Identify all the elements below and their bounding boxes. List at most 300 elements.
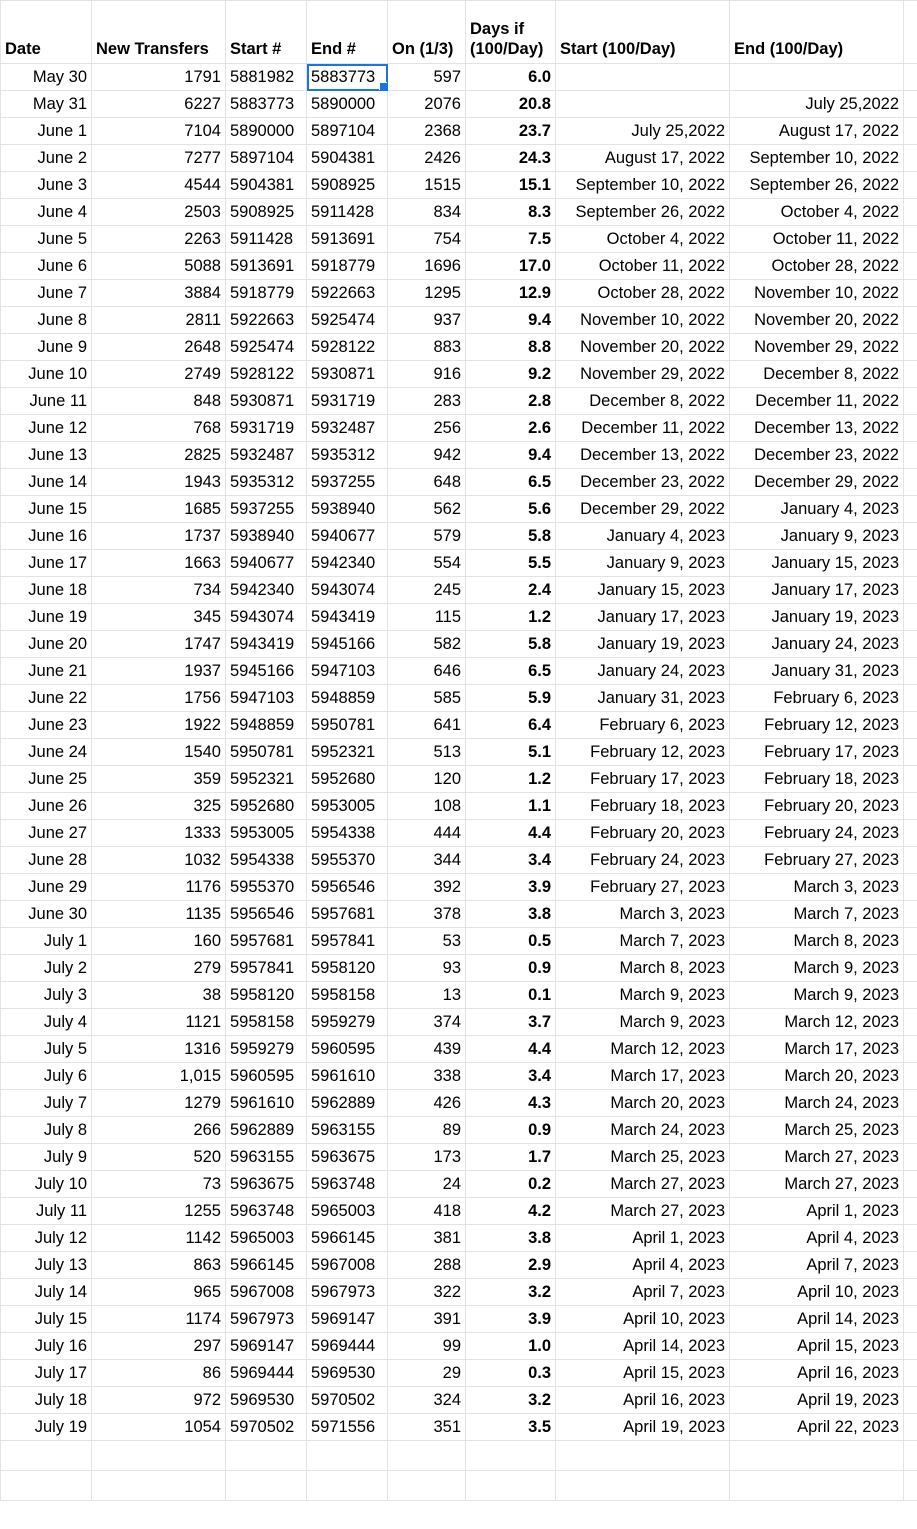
cell-date[interactable]: June 5 bbox=[1, 226, 92, 253]
header-start-100-day[interactable]: Start (100/Day) bbox=[556, 1, 730, 64]
cell-end-number[interactable]: 5962889 bbox=[307, 1090, 388, 1117]
cell-on-third[interactable]: 53 bbox=[388, 928, 466, 955]
cell-start-date[interactable]: March 27, 2023 bbox=[556, 1171, 730, 1198]
cell-date[interactable]: June 22 bbox=[1, 685, 92, 712]
cell-start-number[interactable]: 5970502 bbox=[226, 1414, 307, 1441]
cell-end-number[interactable]: 5957681 bbox=[307, 901, 388, 928]
cell-days[interactable]: 1.1 bbox=[466, 793, 556, 820]
cell-end-number[interactable]: 5958158 bbox=[307, 982, 388, 1009]
cell-empty[interactable] bbox=[904, 1333, 917, 1360]
cell-days[interactable]: 2.9 bbox=[466, 1252, 556, 1279]
cell-new-transfers[interactable]: 6227 bbox=[92, 91, 226, 118]
cell-start-date[interactable]: July 25,2022 bbox=[556, 118, 730, 145]
cell-empty[interactable] bbox=[556, 1471, 730, 1501]
cell-start-date[interactable]: February 27, 2023 bbox=[556, 874, 730, 901]
cell-start-number[interactable]: 5881982 bbox=[226, 64, 307, 91]
cell-on-third[interactable]: 646 bbox=[388, 658, 466, 685]
cell-start-date[interactable]: September 10, 2022 bbox=[556, 172, 730, 199]
cell-date[interactable]: June 3 bbox=[1, 172, 92, 199]
cell-start-number[interactable]: 5940677 bbox=[226, 550, 307, 577]
cell-days[interactable]: 9.4 bbox=[466, 442, 556, 469]
cell-end-date[interactable]: March 9, 2023 bbox=[730, 955, 904, 982]
cell-end-date[interactable]: March 17, 2023 bbox=[730, 1036, 904, 1063]
cell-end-date[interactable]: April 4, 2023 bbox=[730, 1225, 904, 1252]
cell-empty[interactable] bbox=[904, 955, 917, 982]
cell-new-transfers[interactable]: 734 bbox=[92, 577, 226, 604]
cell-days[interactable]: 1.2 bbox=[466, 604, 556, 631]
cell-new-transfers[interactable]: 863 bbox=[92, 1252, 226, 1279]
cell-end-date[interactable]: January 24, 2023 bbox=[730, 631, 904, 658]
cell-date[interactable]: June 24 bbox=[1, 739, 92, 766]
cell-new-transfers[interactable]: 279 bbox=[92, 955, 226, 982]
cell-days[interactable]: 6.4 bbox=[466, 712, 556, 739]
cell-empty[interactable] bbox=[904, 631, 917, 658]
cell-empty[interactable] bbox=[556, 1441, 730, 1471]
cell-end-date[interactable]: March 9, 2023 bbox=[730, 982, 904, 1009]
cell-on-third[interactable]: 582 bbox=[388, 631, 466, 658]
cell-date[interactable]: June 13 bbox=[1, 442, 92, 469]
cell-empty[interactable] bbox=[904, 874, 917, 901]
cell-new-transfers[interactable]: 345 bbox=[92, 604, 226, 631]
cell-days[interactable]: 4.3 bbox=[466, 1090, 556, 1117]
cell-start-date[interactable] bbox=[556, 91, 730, 118]
cell-new-transfers[interactable]: 7277 bbox=[92, 145, 226, 172]
cell-end-number[interactable]: 5963748 bbox=[307, 1171, 388, 1198]
cell-days[interactable]: 5.8 bbox=[466, 523, 556, 550]
cell-end-number[interactable]: 5950781 bbox=[307, 712, 388, 739]
cell-end-number[interactable]: 5969147 bbox=[307, 1306, 388, 1333]
cell-empty[interactable] bbox=[904, 901, 917, 928]
cell-start-number[interactable]: 5890000 bbox=[226, 118, 307, 145]
cell-end-number[interactable]: 5922663 bbox=[307, 280, 388, 307]
cell-end-number[interactable]: 5956546 bbox=[307, 874, 388, 901]
cell-start-date[interactable]: October 11, 2022 bbox=[556, 253, 730, 280]
cell-on-third[interactable]: 883 bbox=[388, 334, 466, 361]
cell-new-transfers[interactable]: 5088 bbox=[92, 253, 226, 280]
cell-on-third[interactable]: 942 bbox=[388, 442, 466, 469]
cell-on-third[interactable]: 585 bbox=[388, 685, 466, 712]
cell-days[interactable]: 5.5 bbox=[466, 550, 556, 577]
cell-date[interactable]: June 4 bbox=[1, 199, 92, 226]
cell-start-number[interactable]: 5958120 bbox=[226, 982, 307, 1009]
cell-empty[interactable] bbox=[904, 982, 917, 1009]
cell-days[interactable]: 3.9 bbox=[466, 874, 556, 901]
cell-end-date[interactable]: January 9, 2023 bbox=[730, 523, 904, 550]
cell-start-date[interactable]: February 12, 2023 bbox=[556, 739, 730, 766]
cell-date[interactable]: June 8 bbox=[1, 307, 92, 334]
cell-empty[interactable] bbox=[904, 280, 917, 307]
cell-empty[interactable] bbox=[730, 1471, 904, 1501]
cell-date[interactable]: June 9 bbox=[1, 334, 92, 361]
cell-end-date[interactable]: February 24, 2023 bbox=[730, 820, 904, 847]
cell-new-transfers[interactable]: 965 bbox=[92, 1279, 226, 1306]
cell-days[interactable]: 3.2 bbox=[466, 1387, 556, 1414]
cell-on-third[interactable]: 1295 bbox=[388, 280, 466, 307]
cell-days[interactable]: 6.0 bbox=[466, 64, 556, 91]
cell-empty[interactable] bbox=[904, 793, 917, 820]
cell-start-number[interactable]: 5962889 bbox=[226, 1117, 307, 1144]
cell-days[interactable]: 4.2 bbox=[466, 1198, 556, 1225]
cell-new-transfers[interactable]: 1737 bbox=[92, 523, 226, 550]
cell-start-date[interactable]: January 24, 2023 bbox=[556, 658, 730, 685]
cell-end-number[interactable]: 5963155 bbox=[307, 1117, 388, 1144]
cell-on-third[interactable]: 324 bbox=[388, 1387, 466, 1414]
header-start-number[interactable]: Start # bbox=[226, 1, 307, 64]
cell-end-number[interactable]: 5952680 bbox=[307, 766, 388, 793]
cell-end-number[interactable]: 5967973 bbox=[307, 1279, 388, 1306]
cell-end-date[interactable]: April 7, 2023 bbox=[730, 1252, 904, 1279]
cell-end-date[interactable]: December 13, 2022 bbox=[730, 415, 904, 442]
cell-end-number[interactable]: 5947103 bbox=[307, 658, 388, 685]
cell-empty[interactable] bbox=[904, 1306, 917, 1333]
cell-empty[interactable] bbox=[904, 118, 917, 145]
cell-days[interactable]: 17.0 bbox=[466, 253, 556, 280]
cell-date[interactable]: June 7 bbox=[1, 280, 92, 307]
cell-end-date[interactable]: February 17, 2023 bbox=[730, 739, 904, 766]
cell-new-transfers[interactable]: 1176 bbox=[92, 874, 226, 901]
cell-start-date[interactable]: April 1, 2023 bbox=[556, 1225, 730, 1252]
cell-start-number[interactable]: 5932487 bbox=[226, 442, 307, 469]
cell-date[interactable]: July 2 bbox=[1, 955, 92, 982]
cell-on-third[interactable]: 89 bbox=[388, 1117, 466, 1144]
cell-new-transfers[interactable]: 1943 bbox=[92, 469, 226, 496]
cell-on-third[interactable]: 256 bbox=[388, 415, 466, 442]
cell-on-third[interactable]: 338 bbox=[388, 1063, 466, 1090]
cell-start-date[interactable]: March 20, 2023 bbox=[556, 1090, 730, 1117]
cell-end-number[interactable]: 5938940 bbox=[307, 496, 388, 523]
cell-start-date[interactable]: April 4, 2023 bbox=[556, 1252, 730, 1279]
cell-empty[interactable] bbox=[904, 1414, 917, 1441]
cell-empty[interactable] bbox=[904, 1144, 917, 1171]
cell-new-transfers[interactable]: 2503 bbox=[92, 199, 226, 226]
cell-on-third[interactable]: 108 bbox=[388, 793, 466, 820]
cell-new-transfers[interactable]: 1791 bbox=[92, 64, 226, 91]
cell-on-third[interactable]: 579 bbox=[388, 523, 466, 550]
cell-empty[interactable] bbox=[904, 577, 917, 604]
cell-date[interactable]: June 26 bbox=[1, 793, 92, 820]
cell-end-number[interactable]: 5937255 bbox=[307, 469, 388, 496]
cell-days[interactable]: 0.1 bbox=[466, 982, 556, 1009]
cell-days[interactable]: 7.5 bbox=[466, 226, 556, 253]
cell-new-transfers[interactable]: 1316 bbox=[92, 1036, 226, 1063]
cell-start-number[interactable]: 5883773 bbox=[226, 91, 307, 118]
cell-date[interactable]: July 12 bbox=[1, 1225, 92, 1252]
cell-date[interactable]: June 11 bbox=[1, 388, 92, 415]
cell-on-third[interactable]: 322 bbox=[388, 1279, 466, 1306]
cell-new-transfers[interactable]: 1142 bbox=[92, 1225, 226, 1252]
cell-empty[interactable] bbox=[226, 1441, 307, 1471]
cell-on-third[interactable]: 2368 bbox=[388, 118, 466, 145]
cell-date[interactable]: June 19 bbox=[1, 604, 92, 631]
cell-start-number[interactable]: 5957841 bbox=[226, 955, 307, 982]
cell-end-number[interactable]: 5971556 bbox=[307, 1414, 388, 1441]
cell-empty[interactable] bbox=[388, 1441, 466, 1471]
cell-start-number[interactable]: 5963675 bbox=[226, 1171, 307, 1198]
cell-start-date[interactable]: January 4, 2023 bbox=[556, 523, 730, 550]
cell-on-third[interactable]: 562 bbox=[388, 496, 466, 523]
cell-on-third[interactable]: 374 bbox=[388, 1009, 466, 1036]
header-end-number[interactable]: End # bbox=[307, 1, 388, 64]
cell-date[interactable]: July 3 bbox=[1, 982, 92, 1009]
cell-new-transfers[interactable]: 972 bbox=[92, 1387, 226, 1414]
cell-start-number[interactable]: 5969444 bbox=[226, 1360, 307, 1387]
cell-end-date[interactable] bbox=[730, 64, 904, 91]
cell-end-number[interactable]: 5942340 bbox=[307, 550, 388, 577]
cell-start-date[interactable]: March 9, 2023 bbox=[556, 982, 730, 1009]
cell-new-transfers[interactable]: 4544 bbox=[92, 172, 226, 199]
cell-date[interactable]: July 13 bbox=[1, 1252, 92, 1279]
cell-days[interactable]: 5.1 bbox=[466, 739, 556, 766]
cell-new-transfers[interactable]: 1540 bbox=[92, 739, 226, 766]
cell-start-date[interactable]: March 9, 2023 bbox=[556, 1009, 730, 1036]
cell-days[interactable]: 9.2 bbox=[466, 361, 556, 388]
cell-empty[interactable] bbox=[904, 658, 917, 685]
cell-empty[interactable] bbox=[904, 64, 917, 91]
cell-new-transfers[interactable]: 768 bbox=[92, 415, 226, 442]
cell-date[interactable]: June 27 bbox=[1, 820, 92, 847]
cell-days[interactable]: 6.5 bbox=[466, 658, 556, 685]
cell-new-transfers[interactable]: 1333 bbox=[92, 820, 226, 847]
cell-end-number[interactable]: 5943419 bbox=[307, 604, 388, 631]
cell-new-transfers[interactable]: 2825 bbox=[92, 442, 226, 469]
cell-empty[interactable] bbox=[904, 1117, 917, 1144]
cell-days[interactable]: 0.9 bbox=[466, 1117, 556, 1144]
cell-new-transfers[interactable]: 2749 bbox=[92, 361, 226, 388]
cell-days[interactable]: 8.8 bbox=[466, 334, 556, 361]
cell-end-number[interactable]: 5890000 bbox=[307, 91, 388, 118]
cell-empty[interactable] bbox=[904, 604, 917, 631]
cell-date[interactable]: June 30 bbox=[1, 901, 92, 928]
cell-end-number[interactable]: 5970502 bbox=[307, 1387, 388, 1414]
cell-end-number[interactable]: 5958120 bbox=[307, 955, 388, 982]
cell-end-date[interactable]: April 10, 2023 bbox=[730, 1279, 904, 1306]
cell-end-date[interactable]: March 12, 2023 bbox=[730, 1009, 904, 1036]
cell-end-date[interactable]: January 19, 2023 bbox=[730, 604, 904, 631]
cell-empty[interactable] bbox=[904, 847, 917, 874]
cell-new-transfers[interactable]: 1685 bbox=[92, 496, 226, 523]
cell-start-date[interactable]: February 17, 2023 bbox=[556, 766, 730, 793]
cell-start-number[interactable]: 5931719 bbox=[226, 415, 307, 442]
cell-empty[interactable] bbox=[904, 469, 917, 496]
cell-empty[interactable] bbox=[904, 766, 917, 793]
cell-date[interactable]: June 16 bbox=[1, 523, 92, 550]
cell-on-third[interactable]: 381 bbox=[388, 1225, 466, 1252]
cell-end-date[interactable]: February 6, 2023 bbox=[730, 685, 904, 712]
header-date[interactable]: Date bbox=[1, 1, 92, 64]
cell-end-number[interactable]: 5897104 bbox=[307, 118, 388, 145]
cell-days[interactable]: 3.5 bbox=[466, 1414, 556, 1441]
cell-start-date[interactable]: April 16, 2023 bbox=[556, 1387, 730, 1414]
cell-start-date[interactable]: February 18, 2023 bbox=[556, 793, 730, 820]
cell-start-number[interactable]: 5937255 bbox=[226, 496, 307, 523]
cell-new-transfers[interactable]: 1279 bbox=[92, 1090, 226, 1117]
cell-end-number[interactable]: 5940677 bbox=[307, 523, 388, 550]
cell-empty[interactable] bbox=[92, 1441, 226, 1471]
cell-date[interactable]: July 15 bbox=[1, 1306, 92, 1333]
cell-end-date[interactable]: November 29, 2022 bbox=[730, 334, 904, 361]
cell-start-date[interactable]: April 19, 2023 bbox=[556, 1414, 730, 1441]
cell-start-number[interactable]: 5943419 bbox=[226, 631, 307, 658]
cell-days[interactable]: 3.4 bbox=[466, 847, 556, 874]
cell-on-third[interactable]: 2426 bbox=[388, 145, 466, 172]
cell-end-date[interactable]: October 28, 2022 bbox=[730, 253, 904, 280]
cell-new-transfers[interactable]: 1255 bbox=[92, 1198, 226, 1225]
cell-end-date[interactable]: March 27, 2023 bbox=[730, 1144, 904, 1171]
cell-start-date[interactable]: March 3, 2023 bbox=[556, 901, 730, 928]
cell-new-transfers[interactable]: 1756 bbox=[92, 685, 226, 712]
cell-empty[interactable] bbox=[904, 199, 917, 226]
header-days-if[interactable] bbox=[466, 1, 556, 64]
cell-empty[interactable] bbox=[1, 1471, 92, 1501]
cell-on-third[interactable]: 1515 bbox=[388, 172, 466, 199]
cell-start-number[interactable]: 5966145 bbox=[226, 1252, 307, 1279]
cell-date[interactable]: July 10 bbox=[1, 1171, 92, 1198]
cell-end-number[interactable]: 5925474 bbox=[307, 307, 388, 334]
cell-end-date[interactable]: December 29, 2022 bbox=[730, 469, 904, 496]
cell-date[interactable]: June 29 bbox=[1, 874, 92, 901]
cell-empty[interactable] bbox=[904, 1252, 917, 1279]
cell-on-third[interactable]: 24 bbox=[388, 1171, 466, 1198]
cell-new-transfers[interactable]: 359 bbox=[92, 766, 226, 793]
cell-start-number[interactable]: 5967008 bbox=[226, 1279, 307, 1306]
cell-days[interactable]: 4.4 bbox=[466, 1036, 556, 1063]
cell-days[interactable]: 24.3 bbox=[466, 145, 556, 172]
cell-empty[interactable] bbox=[466, 1441, 556, 1471]
cell-date[interactable]: June 18 bbox=[1, 577, 92, 604]
cell-new-transfers[interactable]: 1747 bbox=[92, 631, 226, 658]
cell-start-date[interactable]: January 31, 2023 bbox=[556, 685, 730, 712]
cell-date[interactable]: June 23 bbox=[1, 712, 92, 739]
cell-start-number[interactable]: 5960595 bbox=[226, 1063, 307, 1090]
cell-empty[interactable] bbox=[904, 523, 917, 550]
cell-on-third[interactable]: 245 bbox=[388, 577, 466, 604]
cell-date[interactable]: July 16 bbox=[1, 1333, 92, 1360]
cell-date[interactable]: July 17 bbox=[1, 1360, 92, 1387]
cell-days[interactable]: 0.2 bbox=[466, 1171, 556, 1198]
cell-start-date[interactable]: December 23, 2022 bbox=[556, 469, 730, 496]
cell-start-number[interactable]: 5922663 bbox=[226, 307, 307, 334]
cell-start-number[interactable]: 5918779 bbox=[226, 280, 307, 307]
cell-days[interactable]: 20.8 bbox=[466, 91, 556, 118]
cell-empty[interactable] bbox=[904, 739, 917, 766]
cell-start-number[interactable]: 5961610 bbox=[226, 1090, 307, 1117]
cell-on-third[interactable]: 554 bbox=[388, 550, 466, 577]
cell-on-third[interactable]: 1696 bbox=[388, 253, 466, 280]
cell-new-transfers[interactable]: 2648 bbox=[92, 334, 226, 361]
cell-empty[interactable] bbox=[904, 415, 917, 442]
cell-on-third[interactable]: 288 bbox=[388, 1252, 466, 1279]
cell-empty[interactable] bbox=[1, 1441, 92, 1471]
cell-new-transfers[interactable]: 1937 bbox=[92, 658, 226, 685]
cell-date[interactable]: June 25 bbox=[1, 766, 92, 793]
cell-end-number[interactable]: 5945166 bbox=[307, 631, 388, 658]
cell-end-number[interactable]: 5957841 bbox=[307, 928, 388, 955]
cell-empty[interactable] bbox=[904, 1171, 917, 1198]
cell-on-third[interactable]: 120 bbox=[388, 766, 466, 793]
cell-end-date[interactable]: February 20, 2023 bbox=[730, 793, 904, 820]
cell-end-number[interactable]: 5966145 bbox=[307, 1225, 388, 1252]
cell-days[interactable]: 2.4 bbox=[466, 577, 556, 604]
cell-start-number[interactable]: 5958158 bbox=[226, 1009, 307, 1036]
cell-date[interactable]: June 2 bbox=[1, 145, 92, 172]
cell-end-number[interactable]: 5969530 bbox=[307, 1360, 388, 1387]
cell-empty[interactable] bbox=[466, 1471, 556, 1501]
cell-start-number[interactable]: 5954338 bbox=[226, 847, 307, 874]
cell-start-number[interactable]: 5943074 bbox=[226, 604, 307, 631]
cell-start-number[interactable]: 5952680 bbox=[226, 793, 307, 820]
cell-start-number[interactable]: 5913691 bbox=[226, 253, 307, 280]
cell-end-number[interactable]: 5955370 bbox=[307, 847, 388, 874]
cell-days[interactable]: 15.1 bbox=[466, 172, 556, 199]
cell-empty[interactable] bbox=[904, 253, 917, 280]
cell-empty[interactable] bbox=[226, 1471, 307, 1501]
cell-start-date[interactable] bbox=[556, 64, 730, 91]
cell-start-number[interactable]: 5959279 bbox=[226, 1036, 307, 1063]
cell-end-date[interactable]: April 19, 2023 bbox=[730, 1387, 904, 1414]
cell-end-number[interactable]: 5960595 bbox=[307, 1036, 388, 1063]
cell-start-date[interactable]: April 7, 2023 bbox=[556, 1279, 730, 1306]
cell-days[interactable]: 4.4 bbox=[466, 820, 556, 847]
cell-empty[interactable] bbox=[904, 442, 917, 469]
cell-start-date[interactable]: March 24, 2023 bbox=[556, 1117, 730, 1144]
selected-cell[interactable]: 5883773 bbox=[307, 64, 388, 91]
cell-end-number[interactable]: 5913691 bbox=[307, 226, 388, 253]
cell-days[interactable]: 6.5 bbox=[466, 469, 556, 496]
cell-end-date[interactable]: January 31, 2023 bbox=[730, 658, 904, 685]
cell-start-date[interactable]: February 6, 2023 bbox=[556, 712, 730, 739]
cell-new-transfers[interactable]: 1,015 bbox=[92, 1063, 226, 1090]
cell-start-date[interactable]: March 8, 2023 bbox=[556, 955, 730, 982]
cell-days[interactable]: 12.9 bbox=[466, 280, 556, 307]
cell-empty[interactable] bbox=[904, 334, 917, 361]
cell-on-third[interactable]: 916 bbox=[388, 361, 466, 388]
cell-end-number[interactable]: 5931719 bbox=[307, 388, 388, 415]
cell-start-number[interactable]: 5925474 bbox=[226, 334, 307, 361]
cell-end-number[interactable]: 5904381 bbox=[307, 145, 388, 172]
cell-days[interactable]: 2.6 bbox=[466, 415, 556, 442]
cell-start-number[interactable]: 5965003 bbox=[226, 1225, 307, 1252]
cell-start-date[interactable]: January 15, 2023 bbox=[556, 577, 730, 604]
cell-start-number[interactable]: 5953005 bbox=[226, 820, 307, 847]
cell-start-number[interactable]: 5963155 bbox=[226, 1144, 307, 1171]
cell-date[interactable]: July 6 bbox=[1, 1063, 92, 1090]
cell-days[interactable]: 0.9 bbox=[466, 955, 556, 982]
cell-start-date[interactable]: April 10, 2023 bbox=[556, 1306, 730, 1333]
cell-date[interactable]: July 9 bbox=[1, 1144, 92, 1171]
cell-date[interactable]: June 12 bbox=[1, 415, 92, 442]
cell-start-number[interactable]: 5947103 bbox=[226, 685, 307, 712]
cell-end-number[interactable]: 5969444 bbox=[307, 1333, 388, 1360]
cell-end-date[interactable]: January 17, 2023 bbox=[730, 577, 904, 604]
cell-days[interactable]: 3.8 bbox=[466, 901, 556, 928]
cell-empty[interactable] bbox=[904, 1360, 917, 1387]
cell-end-number[interactable]: 5965003 bbox=[307, 1198, 388, 1225]
cell-start-date[interactable]: November 10, 2022 bbox=[556, 307, 730, 334]
cell-start-number[interactable]: 5967973 bbox=[226, 1306, 307, 1333]
cell-days[interactable]: 0.3 bbox=[466, 1360, 556, 1387]
cell-new-transfers[interactable]: 297 bbox=[92, 1333, 226, 1360]
cell-end-number[interactable]: 5963675 bbox=[307, 1144, 388, 1171]
cell-start-date[interactable]: April 14, 2023 bbox=[556, 1333, 730, 1360]
cell-end-number[interactable]: 5908925 bbox=[307, 172, 388, 199]
cell-empty[interactable] bbox=[904, 1225, 917, 1252]
cell-date[interactable]: June 20 bbox=[1, 631, 92, 658]
cell-empty[interactable] bbox=[307, 1471, 388, 1501]
cell-on-third[interactable]: 391 bbox=[388, 1306, 466, 1333]
cell-start-date[interactable]: March 27, 2023 bbox=[556, 1198, 730, 1225]
cell-empty[interactable] bbox=[904, 1279, 917, 1306]
cell-end-number[interactable]: 5948859 bbox=[307, 685, 388, 712]
